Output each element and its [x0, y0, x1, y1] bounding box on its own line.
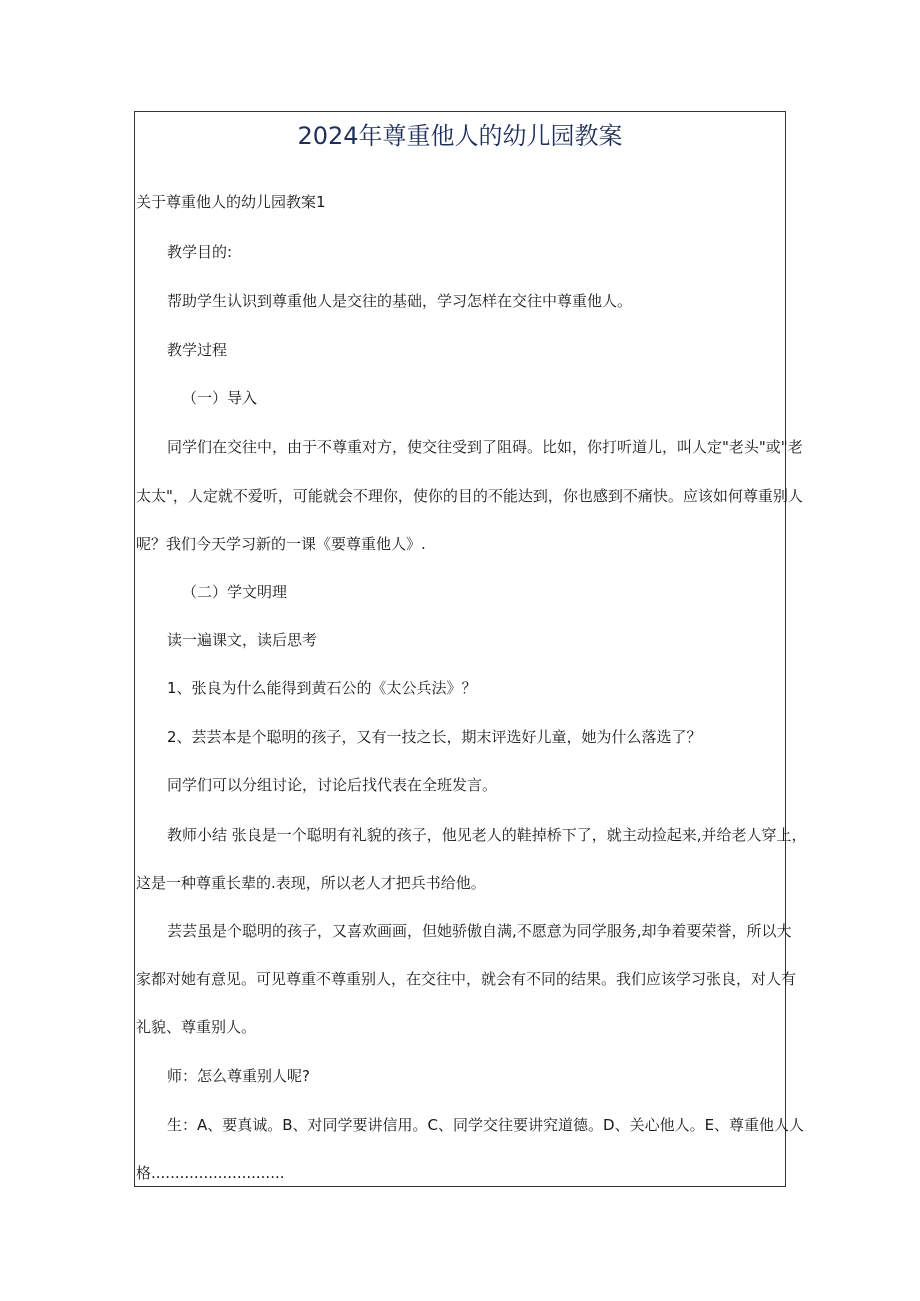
paragraph-line: 读一遍课文，读后思考	[167, 631, 318, 649]
paragraph-line: 礼貌、尊重别人。	[136, 1018, 257, 1036]
paragraph-line: 师：怎么尊重别人呢?	[167, 1067, 310, 1085]
subheading-intro: （一）导入	[182, 389, 258, 407]
objective-text: 帮助学生认识到尊重他人是交往的基础，学习怎样在交往中尊重他人。	[167, 292, 633, 310]
subheading-study: （二）学文明理	[182, 583, 288, 601]
paragraph-line: 这是一种尊重长辈的.表现，所以老人才把兵书给他。	[136, 874, 486, 892]
paragraph-line: 同学们可以分组讨论，讨论后找代表在全班发言。	[167, 776, 498, 794]
question-1: 1、张良为什么能得到黄石公的《太公兵法》？	[167, 679, 477, 697]
paragraph-line: 同学们在交往中，由于不尊重对方，使交往受到了阻碍。比如，你打听道儿，叫人定"老头"或"老	[167, 438, 803, 456]
paragraph-line: 呢？我们今天学习新的一课《要尊重他人》.	[136, 535, 426, 553]
process-heading: 教学过程	[167, 341, 228, 359]
objective-heading: 教学目的:	[167, 243, 233, 261]
paragraph-line: 格............................	[136, 1164, 285, 1182]
paragraph-line: 教师小结 张良是一个聪明有礼貌的孩子，他见老人的鞋掉桥下了，就主动捡起来,并给老人穿上，	[167, 826, 807, 844]
paragraph-line: 生：A、要真诚。B、对同学要讲信用。C、同学交往要讲究道德。D、关心他人。E、尊重他人人	[167, 1116, 805, 1134]
section-heading: 关于尊重他人的幼儿园教案1	[136, 193, 326, 211]
question-2: 2、芸芸本是个聪明的孩子，又有一技之长，期末评选好儿童，她为什么落选了？	[167, 728, 702, 746]
paragraph-line: 芸芸虽是个聪明的孩子，又喜欢画画，但她骄傲自满,不愿意为同学服务,却争着要荣誉，所以大	[167, 922, 792, 940]
paragraph-line: 太太"，人定就不爱听，可能就会不理你，使你的目的不能达到，你也感到不痛快。应该如何尊重别人	[136, 487, 803, 505]
paragraph-line: 家都对她有意见。可见尊重不尊重别人，在交往中，就会有不同的结果。我们应该学习张良，对人有	[136, 970, 797, 988]
document-title: 2024年尊重他人的幼儿园教案	[297, 122, 623, 150]
